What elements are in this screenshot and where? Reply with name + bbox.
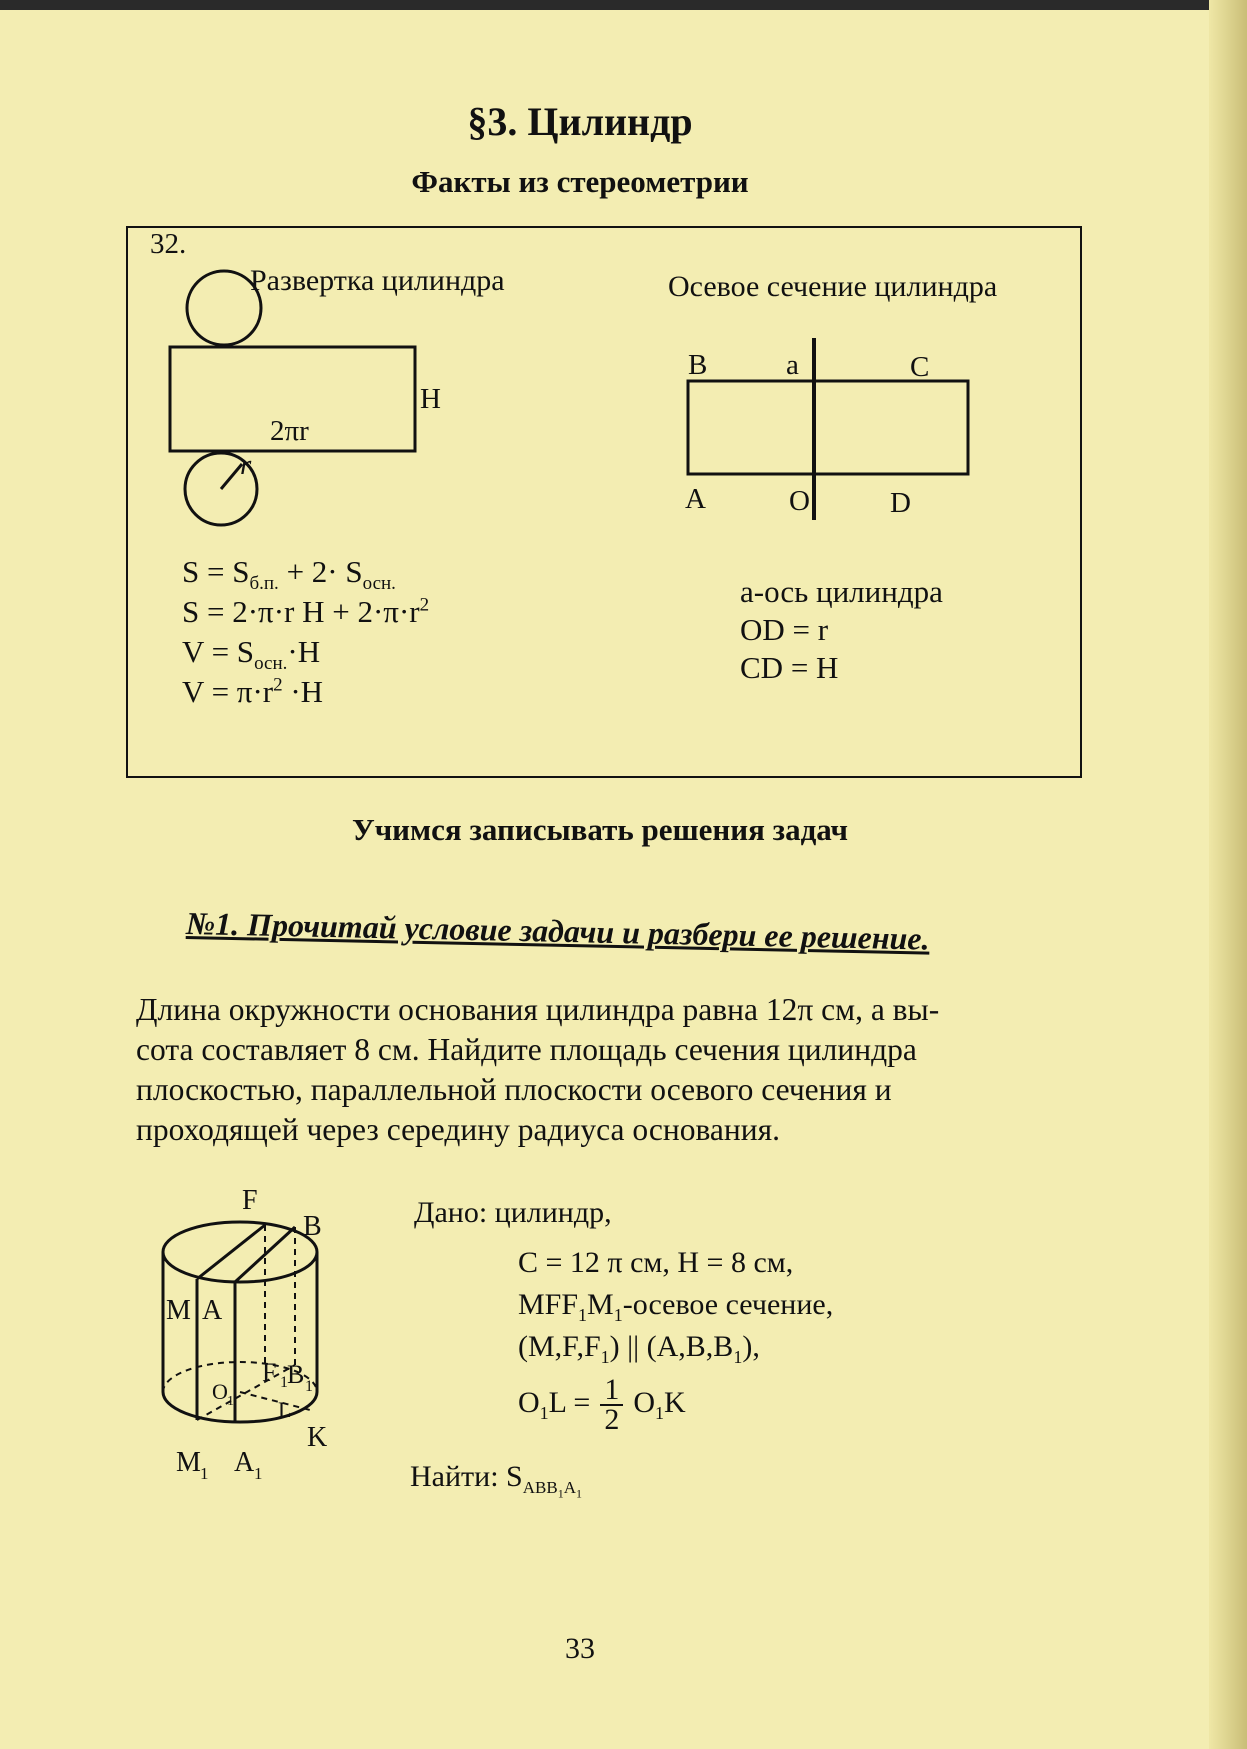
fig-label-L: L — [278, 1397, 292, 1422]
fig-label-B: B — [303, 1211, 322, 1242]
fig-label-B1: B — [287, 1360, 305, 1389]
scan-page-edge — [1209, 0, 1247, 1749]
page-title: §3. Цилиндр — [467, 99, 693, 144]
problem-line: плоскостью, параллельной плоскости осевого сечения и — [136, 1072, 892, 1107]
fig-label-A1: A — [234, 1447, 255, 1478]
note-cd: CD = H — [740, 650, 839, 685]
axial-section-diagram — [648, 288, 1078, 528]
given-line-4: $O_1L$ = $\frac{1}{2}$ $O_1K$ — [518, 1373, 686, 1436]
given-line-3: $(M,F,F_1)$ || $(A,B,B_1)$, — [518, 1330, 760, 1367]
net-top-circle — [187, 271, 261, 345]
formula-area-2: S = 2·π·r $H + 2\cdot\pi\cdot r^2$ — [182, 594, 430, 629]
problem-line: сота составляет 8 см. Найдите площадь сечения цилиндра — [136, 1032, 917, 1067]
note-od: OD = r — [740, 612, 829, 647]
cylinder-top-ellipse — [163, 1222, 317, 1282]
fig-label-O1: O — [212, 1379, 228, 1404]
fig-label-F1-sub: 1 — [280, 1374, 288, 1391]
fig-label-K: K — [307, 1422, 328, 1453]
problem-text — [136, 990, 1076, 1150]
net-title: Развертка цилиндра — [250, 264, 505, 297]
fig-label-O1-sub: 1 — [227, 1394, 234, 1409]
find-line: Найти: $S_{ABB_1A_1}$ — [410, 1460, 582, 1501]
fig-label-B1-sub: 1 — [305, 1378, 313, 1395]
facts-box — [126, 226, 1082, 778]
fraction-one-half: $\frac{1}{2}$ — [600, 1376, 623, 1434]
cylinder-net-diagram — [128, 228, 598, 548]
formula-area-1: $S = S_{б.п.} + 2\cdot S_{осн.}$ — [182, 554, 396, 595]
fact-number: 32. — [150, 228, 187, 260]
task-heading: №1. Прочитай условие задачи и разбери ее решение. — [185, 905, 930, 957]
net-label-circumference: 2πr — [270, 415, 309, 447]
formula-volume-1: $V = S_{осн.}\cdot H$ — [182, 634, 321, 675]
formula-volume-2: $V = \pi\cdot r^2 \cdot H$ — [182, 674, 324, 709]
section-title: Осевое сечение цилиндра — [668, 270, 998, 303]
section-label-D: D — [890, 487, 911, 519]
net-label-radius: r — [240, 449, 252, 481]
problem-line: Длина окружности основания цилиндра равна 12π см, а вы- — [136, 992, 940, 1027]
section-label-C: C — [910, 351, 930, 383]
fig-label-F: F — [242, 1185, 258, 1216]
fig-label-M1-sub: 1 — [200, 1464, 209, 1483]
cylinder-figure — [150, 1185, 390, 1485]
base-radius — [240, 1392, 310, 1410]
note-axis: a-ось цилиндра — [740, 574, 943, 609]
section-label-B: B — [688, 349, 708, 381]
given-line-2: $MFF_1M_1$-осевое сечение, — [518, 1288, 834, 1325]
page-number: 33 — [565, 1632, 595, 1665]
fig-label-A: A — [202, 1295, 223, 1326]
section-label-a: a — [786, 349, 799, 381]
fig-label-M1: M — [176, 1447, 201, 1478]
fig-label-M: M — [166, 1295, 191, 1326]
section-rect — [688, 381, 968, 474]
net-label-height: H — [420, 383, 441, 415]
fig-label-F1: F — [262, 1358, 277, 1387]
problem-line: проходящей через середину радиуса основания. — [136, 1112, 780, 1147]
section-label-O: O — [789, 485, 810, 517]
given-label: Дано: цилиндр, — [414, 1196, 612, 1229]
given-line-1: C = 12 π см, H = 8 см, — [518, 1246, 794, 1279]
scan-top-edge — [0, 0, 1247, 10]
section-heading: Учимся записывать решения задач — [351, 812, 849, 847]
section-label-A: A — [685, 483, 706, 515]
page-subtitle: Факты из стереометрии — [411, 164, 749, 199]
fig-label-A1-sub: 1 — [254, 1464, 263, 1483]
net-radius-line — [221, 464, 242, 489]
axial-section-top — [197, 1225, 265, 1279]
